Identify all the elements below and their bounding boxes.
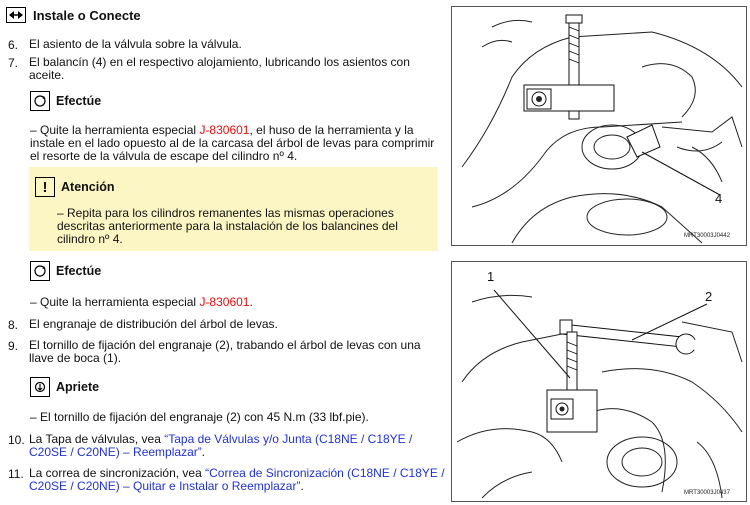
callout-4: 4	[715, 191, 723, 206]
efectue-label: Efectúe	[56, 94, 102, 108]
engine-illustration	[452, 7, 746, 245]
callout-2: 2	[705, 289, 713, 304]
section-header	[6, 7, 141, 23]
exclamation-icon: !	[35, 177, 55, 197]
rotate-icon	[30, 261, 50, 281]
callout-1: 1	[487, 269, 495, 284]
step-number: 6.	[8, 38, 19, 52]
tool-code: J-830601	[199, 123, 250, 137]
efectue-bullet: – Quite la herramienta especial J-830601, el huso de la herramienta y la instale en el lado opuesto al de la carcasa del árbol de levas para comprimir el resorte de la válvula de escape del cilindro nº 4.	[30, 123, 435, 163]
torque-wrench-icon	[30, 377, 50, 397]
step-text: La Tapa de válvulas, vea “Tapa de Válvulas y/o Junta (C18NE / C18YE / C20SE / C20NE) – Reemplazar”.	[29, 432, 413, 459]
step-number: 8.	[8, 318, 19, 332]
engine-illustration	[452, 262, 746, 501]
apriete-label: Apriete	[56, 380, 100, 394]
step-text: El engranaje de distribución del árbol de levas.	[29, 317, 278, 331]
apriete-heading	[30, 377, 99, 397]
correa-sincronizacion-link[interactable]: “Correa de Sincronización (C18NE / C18YE / C20SE / C20NE) – Quitar e Instalar o Reemplazar”	[29, 466, 445, 493]
tool-code: J-830601	[199, 295, 250, 309]
step-text: La correa de sincronización, vea “Correa de Sincronización (C18NE / C18YE / C20SE / C20NE) – Quitar e Instalar o Reemplazar”.	[29, 466, 445, 493]
step-number: 10.	[8, 433, 25, 447]
figure-gear-bolt	[451, 261, 747, 502]
rotate-icon	[30, 91, 50, 111]
figure-rocker-install	[451, 6, 747, 246]
warning-heading	[35, 177, 114, 197]
efectue-heading	[30, 261, 101, 281]
section-title: Instale o Conecte	[33, 7, 141, 23]
step-number: 9.	[8, 339, 19, 353]
connect-arrows-icon	[6, 7, 26, 23]
efectue-heading	[30, 91, 101, 111]
step-text: El balancín (4) en el respectivo alojamiento, lubricando los asientos con aceite.	[29, 55, 410, 82]
step-number: 7.	[8, 56, 19, 70]
warning-label: Atención	[61, 180, 115, 194]
apriete-text: – El tornillo de fijación del engranaje (2) con 45 N.m (33 lbf.pie).	[30, 410, 369, 424]
step-number: 11.	[8, 467, 24, 481]
warning-text: – Repita para los cilindros remanentes las mismas operaciones descritas anteriormente para la instalación de los balancines del cilindro nº 4.	[57, 206, 398, 246]
figure-code: MRT30003J0437	[684, 490, 730, 496]
tapa-valvulas-link[interactable]: “Tapa de Válvulas y/o Junta (C18NE / C18YE / C20SE / C20NE) – Reemplazar”	[29, 432, 413, 459]
efectue-label: Efectúe	[56, 264, 102, 278]
step-text: El tornillo de fijación del engranaje (2), trabando el árbol de levas con una llave de boca (1).	[29, 338, 421, 365]
efectue-bullet: – Quite la herramienta especial J-830601.	[30, 295, 253, 309]
step-text: El asiento de la válvula sobre la válvula.	[29, 37, 242, 51]
figure-code: MRT30003J0442	[684, 233, 730, 239]
